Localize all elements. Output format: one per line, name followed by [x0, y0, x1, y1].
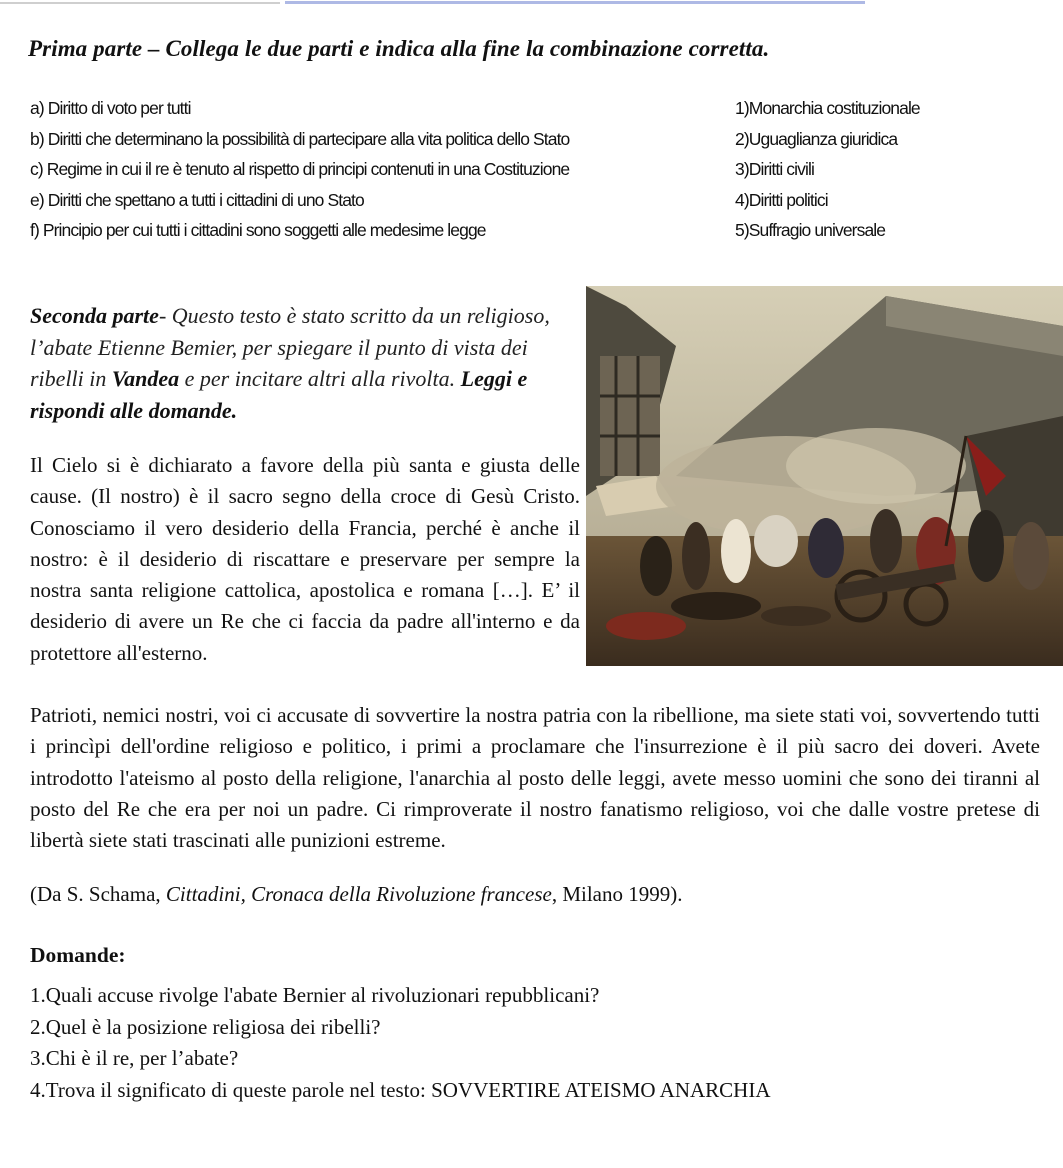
matching-right-item: 1)Monarchia costituzionale	[735, 98, 920, 118]
intro-place: Vandea	[111, 366, 180, 391]
matching-left-item: c) Regime in cui il re è tenuto al rispetto di principi contenuti in una Costituzione	[30, 159, 570, 179]
intro-text-b: e per incitare altri alla rivolta.	[179, 366, 461, 391]
question-item: 3.Chi è il re, per l’abate?	[30, 1046, 239, 1070]
matching-left-item: e) Diritti che spettano a tutti i cittadini di uno Stato	[30, 189, 364, 210]
matching-right-item: 3)Diritti civili	[735, 159, 814, 179]
matching-right-item: 4)Diritti politici	[735, 189, 828, 210]
question-item: 2.Quel è la posizione religiosa dei ribelli?	[30, 1014, 381, 1039]
top-rule-gray	[0, 2, 280, 4]
part2-heading: Seconda parte	[30, 303, 159, 328]
source-prefix: (Da S. Schama,	[30, 882, 166, 906]
vendee-battle-painting	[586, 286, 1063, 666]
question-item: 4.Trova il significato di queste parole nel testo: SOVVERTIRE ATEISMO ANARCHIA	[30, 1077, 771, 1102]
intro-text-a: - Questo testo è stato scritto da un religioso, l’abate Etienne Bemier, per spiegare il punto di vista dei ribelli in	[30, 303, 550, 391]
matching-row	[30, 217, 1040, 248]
matching-row	[30, 156, 1040, 187]
source-title: Cittadini, Cronaca della Rivoluzione francese	[165, 882, 552, 906]
matching-left-item: a) Diritto di voto per tutti	[30, 98, 191, 118]
matching-right-item: 2)Uguaglianza giuridica	[735, 128, 898, 149]
question-item: 1.Quali accuse rivolge l'abate Bernier al rivoluzionari repubblicani?	[30, 983, 600, 1007]
matching-row	[30, 95, 1040, 126]
timber-wall	[600, 356, 660, 476]
quote-paragraph-2	[30, 700, 1040, 856]
source-citation	[30, 882, 682, 907]
painting-illustration	[586, 286, 1063, 666]
top-rule	[0, 0, 1063, 6]
matching-right-item: 5)Suffragio universale	[735, 220, 886, 240]
matching-left-item: b) Diritti che determinano la possibilità di partecipare alla vita politica dello Stato	[30, 128, 570, 149]
questions-heading: Domande:	[30, 943, 126, 967]
matching-left-item: f) Principio per cui tutti i cittadini sono soggetti alle medesime legge	[30, 220, 486, 240]
paragraph-1-text: Il Cielo si è dichiarato a favore della più santa e giusta delle cause. (Il nostro) è il sacro segno della croce di Gesù Cristo. Conosciamo il vero desiderio della Francia, perché è anche il nostro: è il desiderio di riscattare e preservare per sempre la nostra santa religione cattolica, apostolica e romana […]. E’ il desiderio di avere un Re che ci faccia da padre all'interno e da protettore all'esterno.	[30, 453, 580, 665]
top-rule-blue	[285, 1, 865, 4]
questions-list	[30, 980, 771, 1106]
intro-instruction: Leggi e rispondi alle domande.	[30, 366, 528, 423]
matching-row	[30, 126, 1040, 157]
source-suffix: , Milano 1999).	[551, 882, 683, 906]
paragraph-2-text: Patrioti, nemici nostri, voi ci accusate di sovvertire la nostra patria con la ribellione, ma siete stati voi, sovvertendo tutti i princìpi dell'ordine religioso e politico, i primi a proclamare che l'insurrezione è il più sacro dei doveri. Avete introdotto l'ateismo al posto della religione, l'anarchia al posto delle leggi, avete messo uomini che sono dei tiranni al posto del Re che era per noi un padre. Ci rimproverate il nostro fanatismo religioso, voi che dalle vostre pretese di libertà siete stati trascinati alle punizioni estreme.	[30, 703, 1040, 853]
matching-exercise	[30, 95, 1040, 248]
part2-intro	[30, 300, 580, 426]
quote-paragraph-1	[30, 450, 580, 669]
part1-title: Prima parte – Collega le due parti e indica alla fine la combinazione corretta.	[28, 36, 770, 61]
matching-row	[30, 187, 1040, 218]
